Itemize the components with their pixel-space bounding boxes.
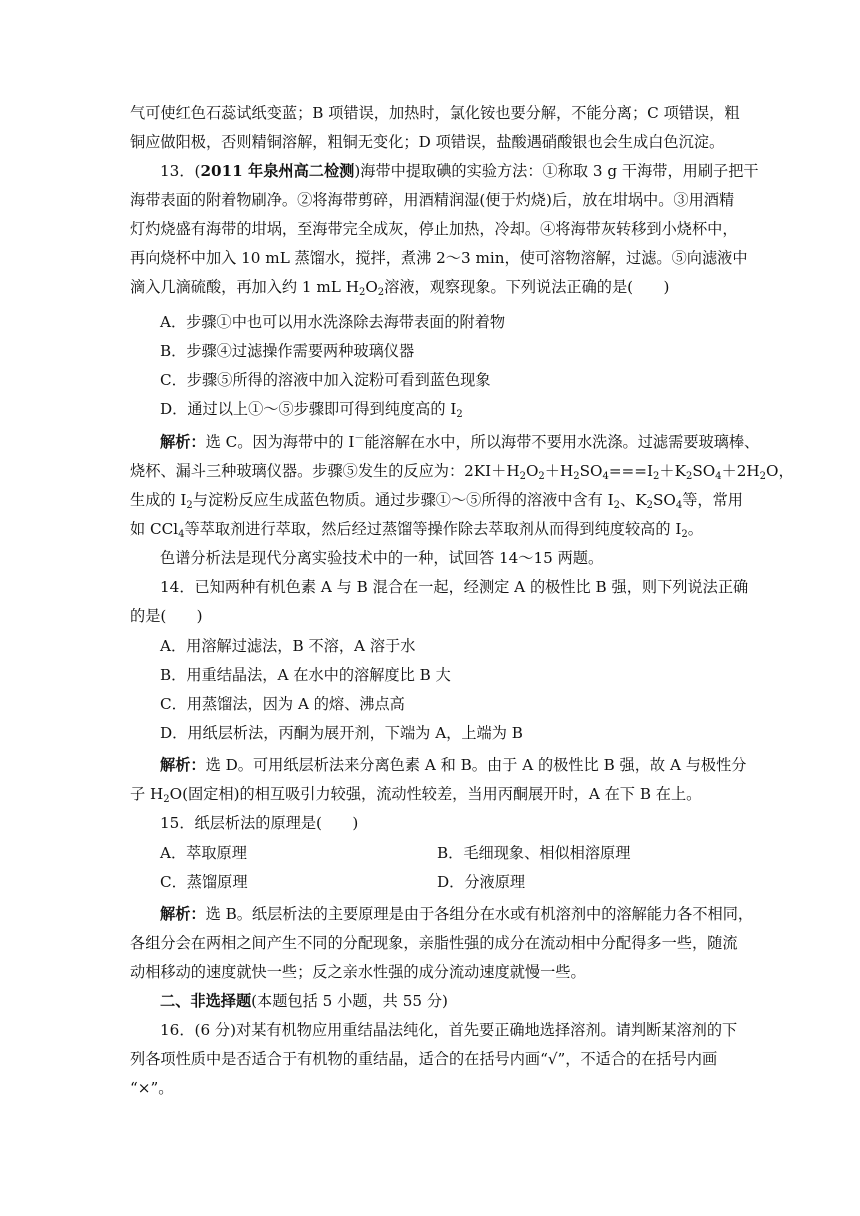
analysis-13: 解析：选 C。因为海带中的 I－能溶解在水中，所以海带不要用水洗涤。过滤需要玻璃棒、 bbox=[160, 433, 760, 451]
text-line: 再向烧杯中加入 10 mL 蒸馏水，搅拌，煮沸 2～3 min，使可溶物溶解，过滤。⑤向滤液中 bbox=[130, 249, 748, 267]
analysis-14: 解析：选 D。可用纸层析法来分离色素 A 和 B。由于 A 的极性比 B 强，故 A 与极性分 bbox=[160, 756, 747, 774]
section-intro: 色谱分析法是现代分离实验技术中的一种，试回答 14～15 两题。 bbox=[160, 549, 604, 567]
text-line: 子 $H_2O$(固定相)的相互吸引力较强，流动性较差，当用丙酮展开时，A 在下 B 在上。 bbox=[130, 785, 702, 805]
text-line: 如 CCl$_4$等萃取剂进行萃取，然后经过蒸馏等操作除去萃取剂从而得到纯度较高的 $I_2$。 bbox=[130, 520, 703, 540]
option-15-d: D．分液原理 bbox=[437, 873, 526, 891]
analysis-label: 解析： bbox=[160, 905, 206, 923]
question-16-stem: 16．(6 分)对某有机物应用重结晶法纯化，首先要正确地选择溶剂。请判断某溶剂的下 bbox=[160, 1021, 738, 1039]
text-line: 烧杯、漏斗三种玻璃仪器。步骤⑤发生的反应为：$2KI+H_2O_2+H_2SO_4===I_2+K_2SO_4+2H_2O$， bbox=[130, 462, 794, 482]
option-15-c: C．蒸馏原理 bbox=[160, 873, 248, 891]
question-15-stem: 15．纸层析法的原理是( ) bbox=[160, 814, 359, 832]
text-line: 生成的 $I_2$与淀粉反应生成蓝色物质。通过步骤①～⑤所得的溶液中含有 $I_2$、$K_2SO_4$等，常用 bbox=[130, 491, 743, 511]
option-13-d: D．通过以上①～⑤步骤即可得到纯度高的 $I_2$ bbox=[160, 400, 463, 420]
question-14-stem: 14．已知两种有机色素 A 与 B 混合在一起，经测定 A 的极性比 B 强，则下列说法正确 bbox=[160, 578, 749, 596]
analysis-label: 解析： bbox=[160, 433, 206, 451]
option-14-a: A．用溶解过滤法，B 不溶，A 溶于水 bbox=[160, 637, 416, 655]
text-line: 各组分会在两相之间产生不同的分配现象，亲脂性强的成分在流动相中分配得多一些，随流 bbox=[130, 934, 738, 952]
analysis-label: 解析： bbox=[160, 756, 206, 774]
question-13-stem: 13．(2011 年泉州高二检测)海带中提取碘的实验方法：①称取 3 g 干海带，用刷子把干 bbox=[160, 162, 759, 180]
option-13-b: B．步骤④过滤操作需要两种玻璃仪器 bbox=[160, 342, 415, 360]
text-line: 灯灼烧盛有海带的坩埚，至海带完全成灰，停止加热，冷却。④将海带灰转移到小烧杯中， bbox=[130, 220, 738, 238]
option-13-c: C．步骤⑤所得的溶液中加入淀粉可看到蓝色现象 bbox=[160, 371, 491, 389]
text-line: 气可使红色石蕊试纸变蓝；B 项错误，加热时，氯化铵也要分解，不能分离；C 项错误，粗 bbox=[130, 104, 740, 122]
option-14-b: B．用重结晶法，A 在水中的溶解度比 B 大 bbox=[160, 666, 451, 684]
text-line: 动相移动的速度就快一些；反之亲水性强的成分流动速度就慢一些。 bbox=[130, 963, 586, 981]
question-source: 2011 年泉州高二检测 bbox=[200, 162, 355, 180]
option-14-d: D．用纸层析法，丙酮为展开剂，下端为 A，上端为 B bbox=[160, 724, 523, 742]
option-13-a: A．步骤①中也可以用水洗涤除去海带表面的附着物 bbox=[160, 313, 506, 331]
section-heading: 二、非选择题(本题包括 5 小题，共 55 分) bbox=[160, 992, 448, 1010]
option-15-a: A．萃取原理 bbox=[160, 844, 247, 862]
text-line: 海带表面的附着物刷净。②将海带剪碎，用酒精润湿(便于灼烧)后，放在坩埚中。③用酒精 bbox=[130, 191, 735, 209]
option-14-c: C．用蒸馏法，因为 A 的熔、沸点高 bbox=[160, 695, 405, 713]
option-15-b: B．毛细现象、相似相溶原理 bbox=[437, 844, 631, 862]
text-line: 的是( ) bbox=[130, 607, 203, 625]
analysis-15: 解析：选 B。纸层析法的主要原理是由于各组分在水或有机溶剂中的溶解能力各不相同， bbox=[160, 905, 754, 923]
text-line: “×”。 bbox=[130, 1079, 174, 1097]
text-line: 列各项性质中是否适合于有机物的重结晶，适合的在括号内画“√”，不适合的在括号内画 bbox=[130, 1050, 718, 1068]
text-line: 铜应做阳极，否则精铜溶解，粗铜无变化；D 项错误，盐酸遇硝酸银也会生成白色沉淀。 bbox=[130, 133, 725, 151]
text-line: 滴入几滴硫酸，再加入约 1 mL $H_2O_2$溶液，观察现象。下列说法正确的是( ) bbox=[130, 278, 670, 298]
